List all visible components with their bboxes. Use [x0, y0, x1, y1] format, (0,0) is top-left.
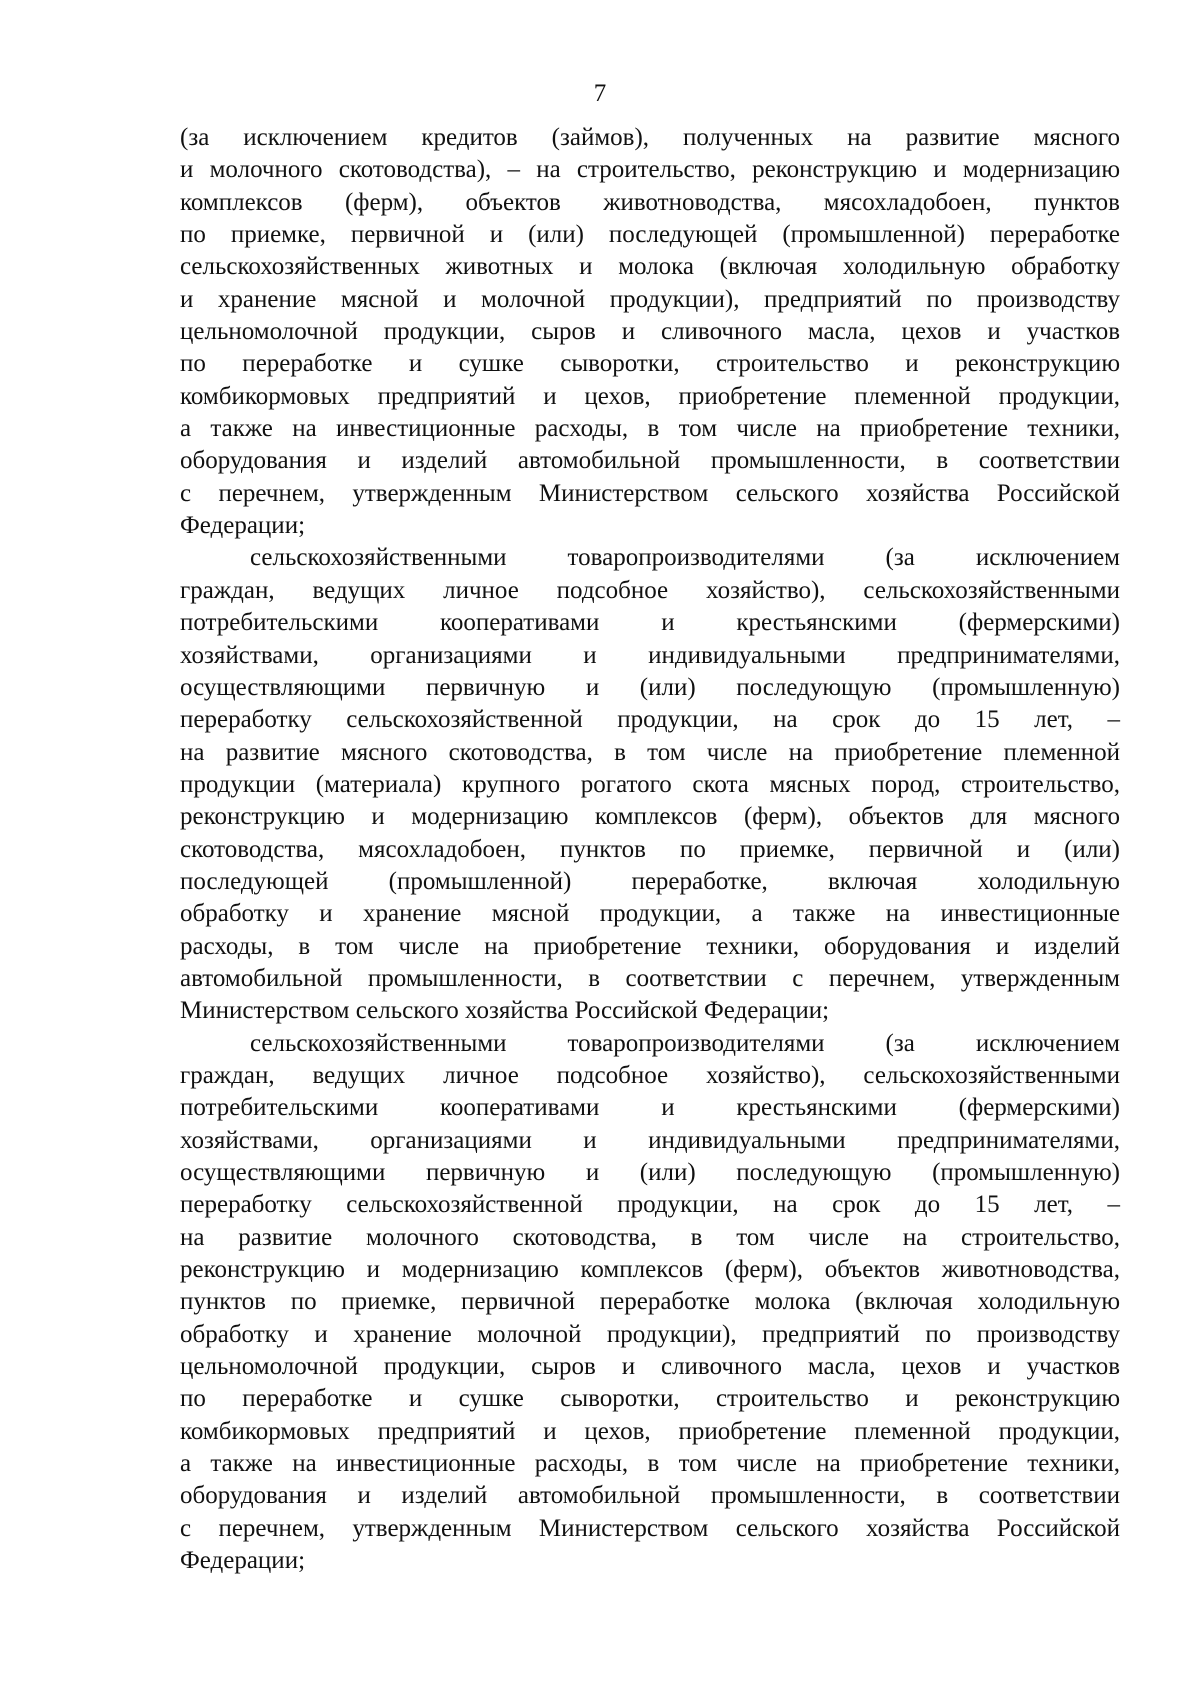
- text-line: цельномолочной продукции, сыров и сливочного масла, цехов и участков: [180, 1353, 1120, 1381]
- text-line: осуществляющими первичную и (или) последующую (промышленную): [180, 673, 1120, 701]
- text-line: по приемке, первичной и (или) последующей (промышленной) переработке: [180, 221, 1120, 249]
- text-line: комплексов (ферм), объектов животноводства, мясохладобоен, пунктов: [180, 188, 1120, 216]
- text-line: а также на инвестиционные расходы, в том числе на приобретение техники,: [180, 415, 1120, 443]
- text-line: комбикормовых предприятий и цехов, приобретение племенной продукции,: [180, 382, 1120, 410]
- page-number: 7: [593, 80, 607, 107]
- text-line: продукции (материала) крупного рогатого скота мясных пород, строительство,: [180, 770, 1120, 798]
- text-line: обработку и хранение мясной продукции, а также на инвестиционные: [180, 900, 1120, 928]
- text-line: расходы, в том числе на приобретение техники, оборудования и изделий: [180, 932, 1120, 960]
- text-line: цельномолочной продукции, сыров и сливочного масла, цехов и участков: [180, 318, 1120, 346]
- text-line: Министерством сельского хозяйства Российской Федерации;: [180, 997, 830, 1025]
- text-line: с перечнем, утвержденным Министерством сельского хозяйства Российской: [180, 479, 1120, 507]
- text-line: автомобильной промышленности, в соответствии с перечнем, утвержденным: [180, 964, 1120, 992]
- text-line: а также на инвестиционные расходы, в том числе на приобретение техники,: [180, 1450, 1120, 1478]
- text-line: с перечнем, утвержденным Министерством сельского хозяйства Российской: [180, 1514, 1120, 1542]
- text-line: сельскохозяйственных животных и молока (включая холодильную обработку: [180, 253, 1120, 281]
- text-line: по переработке и сушке сыворотки, строительство и реконструкцию: [180, 1385, 1120, 1413]
- paragraph-first-line: сельскохозяйственными товаропроизводителями (за исключением: [250, 544, 1120, 572]
- text-line: (за исключением кредитов (займов), полученных на развитие мясного: [180, 124, 1120, 151]
- text-line: граждан, ведущих личное подсобное хозяйство), сельскохозяйственными: [180, 576, 1120, 604]
- document-body: [180, 122, 1120, 1577]
- text-line: по переработке и сушке сыворотки, строительство и реконструкцию: [180, 350, 1120, 378]
- text-line: оборудования и изделий автомобильной промышленности, в соответствии: [180, 447, 1120, 475]
- text-line: граждан, ведущих личное подсобное хозяйство), сельскохозяйственными: [180, 1061, 1120, 1089]
- text-line: и молочного скотоводства), – на строительство, реконструкцию и модернизацию: [180, 156, 1120, 184]
- text-line: реконструкцию и модернизацию комплексов (ферм), объектов животноводства,: [180, 1256, 1120, 1284]
- text-line: последующей (промышленной) переработке, включая холодильную: [180, 867, 1120, 895]
- text-line: Федерации;: [180, 512, 306, 540]
- text-line: переработку сельскохозяйственной продукции, на срок до 15 лет, –: [180, 1191, 1120, 1219]
- text-line: реконструкцию и модернизацию комплексов (ферм), объектов для мясного: [180, 803, 1120, 831]
- text-line: и хранение мясной и молочной продукции), предприятий по производству: [180, 285, 1120, 313]
- text-line: осуществляющими первичную и (или) последующую (промышленную): [180, 1159, 1120, 1186]
- text-line: хозяйствами, организациями и индивидуальными предпринимателями,: [180, 641, 1120, 669]
- text-line: на развитие молочного скотоводства, в том числе на строительство,: [180, 1223, 1120, 1251]
- text-line: обработку и хранение молочной продукции), предприятий по производству: [180, 1320, 1120, 1348]
- text-line: комбикормовых предприятий и цехов, приобретение племенной продукции,: [180, 1417, 1120, 1445]
- text-line: потребительскими кооперативами и крестьянскими (фермерскими): [180, 1094, 1120, 1122]
- text-line: хозяйствами, организациями и индивидуальными предпринимателями,: [180, 1126, 1120, 1154]
- text-line: скотоводства, мясохладобоен, пунктов по приемке, первичной и (или): [180, 835, 1120, 863]
- text-line: пунктов по приемке, первичной переработке молока (включая холодильную: [180, 1288, 1120, 1316]
- paragraph-first-line: сельскохозяйственными товаропроизводителями (за исключением: [250, 1029, 1120, 1057]
- text-line: переработку сельскохозяйственной продукции, на срок до 15 лет, –: [180, 706, 1120, 734]
- text-line: оборудования и изделий автомобильной промышленности, в соответствии: [180, 1482, 1120, 1510]
- text-line: Федерации;: [180, 1547, 306, 1575]
- text-line: потребительскими кооперативами и крестьянскими (фермерскими): [180, 609, 1120, 637]
- text-line: на развитие мясного скотоводства, в том числе на приобретение племенной: [180, 738, 1120, 766]
